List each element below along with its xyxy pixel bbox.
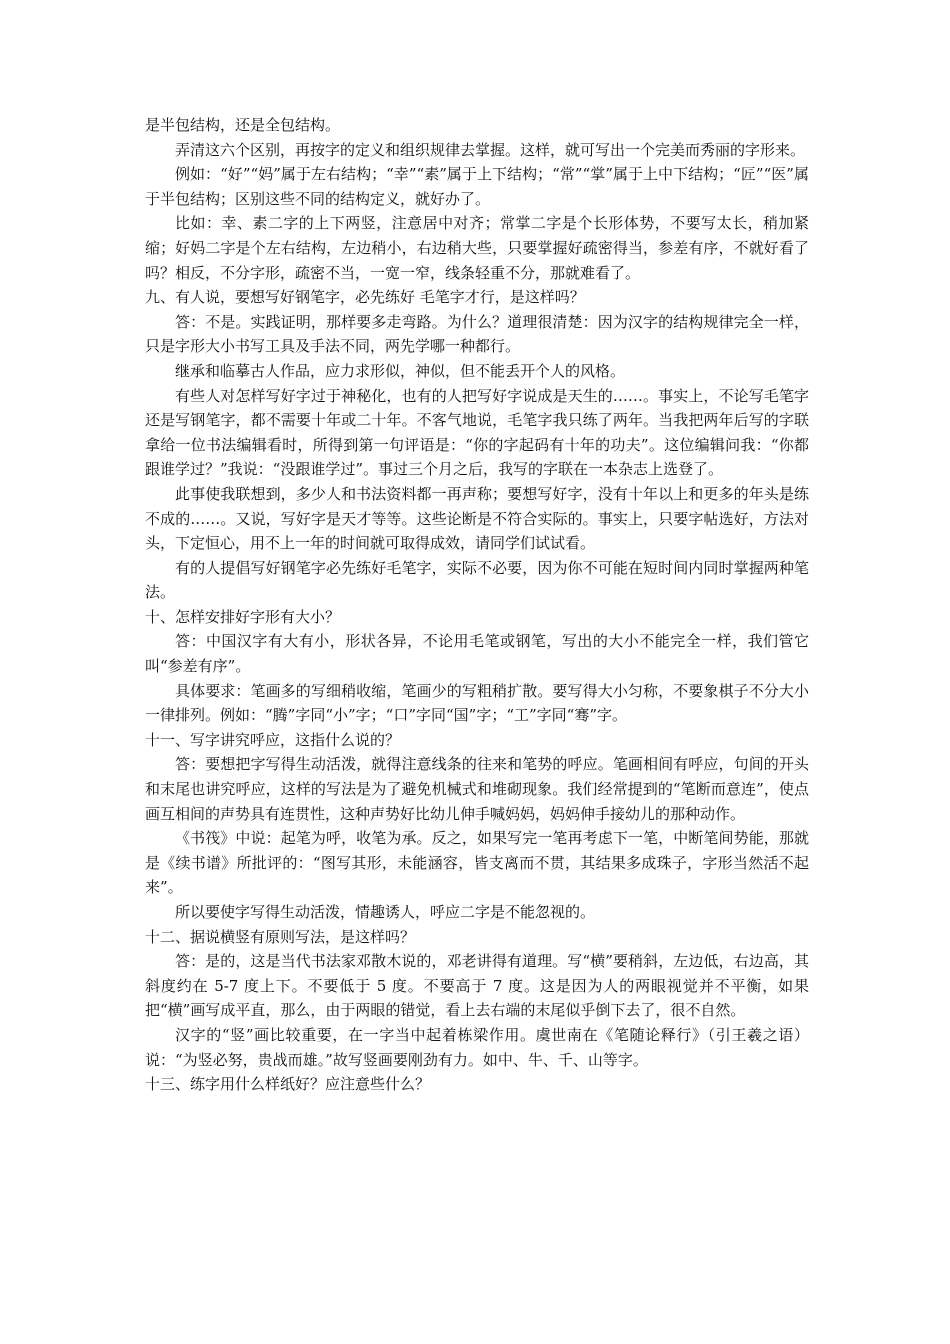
- paragraph: 所以要使字写得生动活泼，情趣诱人，呼应二字是不能忽视的。: [175, 903, 596, 921]
- paragraph: 汉字的“竖”画比较重要，在一字当中起着栋梁作用。虞世南在《笔随论释行》（引王羲之语）说：“为竖必努，贵战而雄。”故写竖画要刚劲有力。如中、牛、千、山等字。: [145, 1025, 809, 1069]
- paragraph: 《书筏》中说：起笔为呼，收笔为承。反之，如果写完一笔再考虑下一笔，中断笔间势能，那就是《续书谱》所批评的：“图写其形，未能涵容，皆支离而不贯，其结果多成珠子，字形当然活不起来”。: [145, 829, 809, 897]
- document-page: [145, 113, 809, 1097]
- paragraph: 有的人提倡写好钢笔字必先练好毛笔字，实际不必要，因为你不可能在短时间内同时掌握两种笔法。: [145, 558, 809, 602]
- section-heading-9: 九、有人说，要想写好钢笔字，必先练好 毛笔字才行，是这样吗？: [145, 288, 585, 307]
- paragraph: 答：要想把字写得生动活泼，就得注意线条的往来和笔势的呼应。笔画相间有呼应，句间的开头和末尾也讲究呼应，这样的写法是为了避免机械式和堆砌现象。我们经常提到的“笔断而意连”，使点画互相间的声势具有连贯性，这种声势好比幼儿伸手喊妈妈，妈妈伸手接幼儿的那种动作。: [145, 755, 809, 823]
- section-heading-13: 十三、练字用什么样纸好？应注意些什么？: [145, 1075, 431, 1094]
- paragraph: 弄清这六个区别，再按字的定义和组织规律去掌握。这样，就可写出一个完美而秀丽的字形来。: [175, 140, 806, 159]
- paragraph: 有些人对怎样写好字过于神秘化，也有的人把写好字说成是天生的……。事实上，不论写毛笔字还是写钢笔字，都不需要十年或二十年。不客气地说，毛笔字我只练了两年。当我把两年后写的字联拿给一位书法编辑看时，所得到第一句评语是：“你的字起码有十年的功夫”。这位编辑问我：“你都跟谁学过？”我说：“没跟谁学过”。事过三个月之后，我写的字联在一本杂志上选登了。: [145, 386, 809, 479]
- paragraph: 例如：“好”“妈”属于左右结构；“幸”“素”属于上下结构；“常”“掌”属于上中下结构；“匠”“医”属于半包结构；区别这些不同的结构定义，就好办了。: [145, 165, 809, 208]
- paragraph-continuation: 是半包结构，还是全包结构。: [145, 116, 341, 134]
- paragraph: 具体要求：笔画多的写细稍收缩，笔画少的写粗稍扩散。要写得大小匀称，不要象棋子不分大小一律排列。例如：“腾”字同“小”字；“口”字同“国”字；“工”字同“骞”字。: [145, 681, 809, 725]
- paragraph: 比如：幸、素二字的上下两竖，注意居中对齐；常掌二字是个长形体势，不要写太长，稍加紧缩；好妈二字是个左右结构，左边稍小，右边稍大些，只要掌握好疏密得当，参差有序，不就好看了吗？相反，不分字形，疏密不当，一宽一窄，线条轻重不分，那就难看了。: [145, 214, 809, 282]
- section-heading-10: 十、怎样安排好字形有大小？: [145, 607, 341, 626]
- paragraph: 此事使我联想到，多少人和书法资料都一再声称；要想写好字，没有十年以上和更多的年头是练不成的……。又说，写好字是天才等等。这些论断是不符合实际的。事实上，只要字帖选好，方法对头，下定恒心，用不上一年的时间就可取得成效，请同学们试试看。: [145, 484, 809, 553]
- paragraph: 答：中国汉字有大有小，形状各异，不论用毛笔或钢笔，写出的大小不能完全一样，我们管它叫“参差有序”。: [145, 632, 809, 676]
- section-heading-12: 十二、据说横竖有原则写法，是这样吗？: [145, 927, 416, 946]
- section-heading-11: 十一、写字讲究呼应，这指什么说的？: [145, 730, 401, 749]
- paragraph: 继承和临摹古人作品，应力求形似，神似，但不能丢开个人的风格。: [175, 361, 626, 380]
- paragraph: 答：是的，这是当代书法家邓散木说的，邓老讲得有道理。写“横”要稍斜，左边低，右边高，其斜度约在 5-7 度上下。不要低于 5 度。不要高于 7 度。这是因为人的两眼视觉并不平衡，如果把“横”画写成平直，那么，由于两眼的错觉，看上去右端的末尾似乎倒下去了，很不自然。: [145, 952, 809, 1020]
- paragraph: 答：不是。实践证明，那样要多走弯路。为什么？道理很清楚：因为汉字的结构规律完全一样，只是字形大小书写工具及手法不同，两先学哪一种都行。: [145, 312, 809, 356]
